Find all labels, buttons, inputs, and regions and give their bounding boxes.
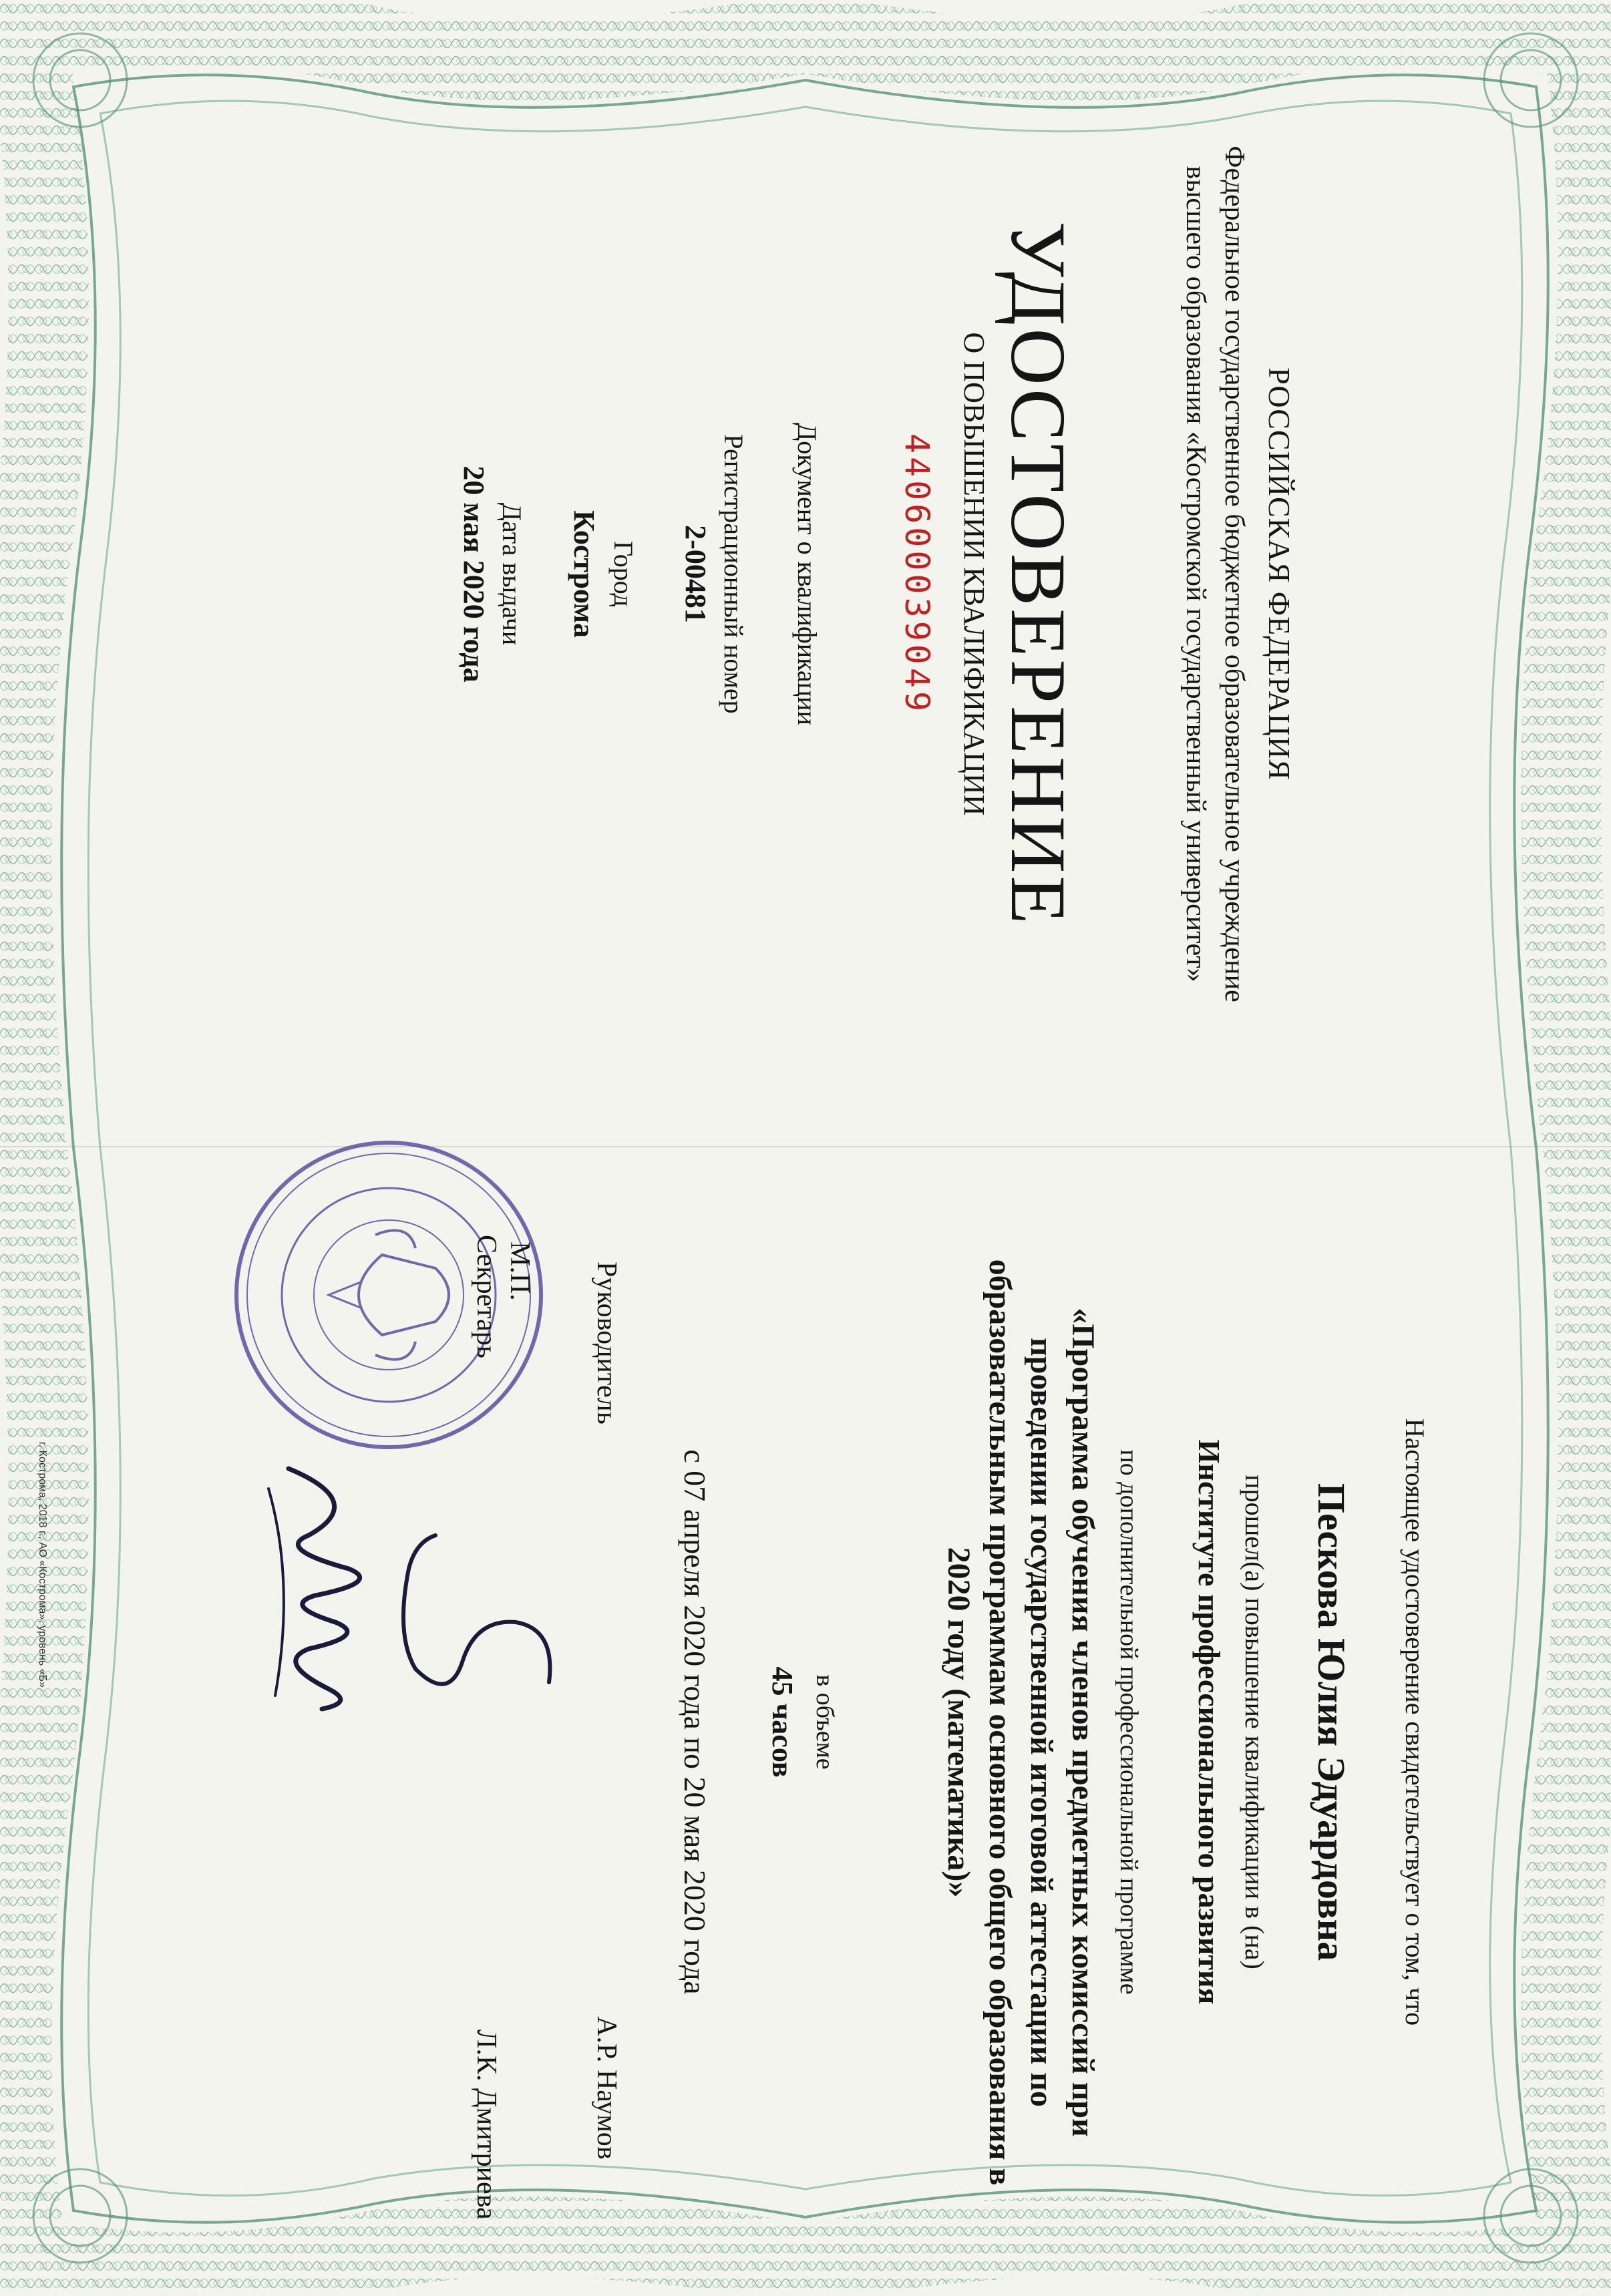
secretary-signature-icon bbox=[255, 1462, 409, 1716]
document-title: УДОСТОВЕРЕНИЕ bbox=[995, 221, 1082, 927]
secretary-name: Л.К. Дмитриева bbox=[471, 2030, 502, 2220]
volume-value: 45 часов bbox=[766, 1666, 799, 1778]
institute-name: Институте профессионального развития bbox=[1192, 1439, 1226, 2005]
issue-date: 20 мая 2020 года bbox=[458, 465, 490, 683]
volume-label: в объеме bbox=[811, 1674, 839, 1770]
program-title: «Программа обучения членов предметных комиссий при проведении государственной итоговой аттестации по образовательным программам основного общего образования в 2020 году (математика)» bbox=[941, 1259, 1101, 2186]
issue-date-label: Дата выдачи bbox=[497, 502, 527, 646]
city-value: Кострома bbox=[568, 510, 600, 638]
head-name: А.Р. Наумов bbox=[591, 2016, 622, 2160]
organization-name: Федеральное государственное бюджетное образовательное учреждение высшего образования «Костромской государственный университет» bbox=[1180, 146, 1250, 1002]
certificate-intro: Настоящее удостоверение свидетельствует о том, что bbox=[1400, 1418, 1430, 2026]
training-period: с 07 апреля 2020 года по 20 мая 2020 года bbox=[678, 1449, 712, 1995]
document-kind: Документ о квалификации bbox=[792, 423, 822, 725]
head-role-label: Руководитель bbox=[591, 1262, 622, 1424]
country-heading: РОССИЙСКАЯ ФЕДЕРАЦИЯ bbox=[1262, 367, 1296, 781]
right-page bbox=[0, 1148, 1611, 2296]
printer-imprint: г. Кострома, 2018 г., АО «Кострома», уровень «Б» bbox=[37, 1442, 48, 1688]
holder-full-name: Пескова Юлия Эдуардовна bbox=[1310, 1483, 1353, 1961]
head-signature-icon bbox=[389, 1529, 562, 1729]
document-subtitle: О ПОВЫШЕНИИ КВАЛИФИКАЦИИ bbox=[958, 332, 991, 816]
registration-number: 2-00481 bbox=[679, 525, 712, 623]
document-serial-number: 440600039049 bbox=[898, 433, 936, 715]
program-intro: по дополнительной профессиональной программе bbox=[1115, 1449, 1143, 1995]
registration-label: Регистрационный номер bbox=[719, 434, 749, 714]
secretary-role-label: Секретарь bbox=[471, 1235, 502, 1358]
stamp-mark: М.П. bbox=[504, 1241, 535, 1301]
passed-training-text: прошел(а) повышение квалификации в (на) bbox=[1240, 1475, 1270, 1969]
city-label: Город bbox=[608, 541, 639, 607]
